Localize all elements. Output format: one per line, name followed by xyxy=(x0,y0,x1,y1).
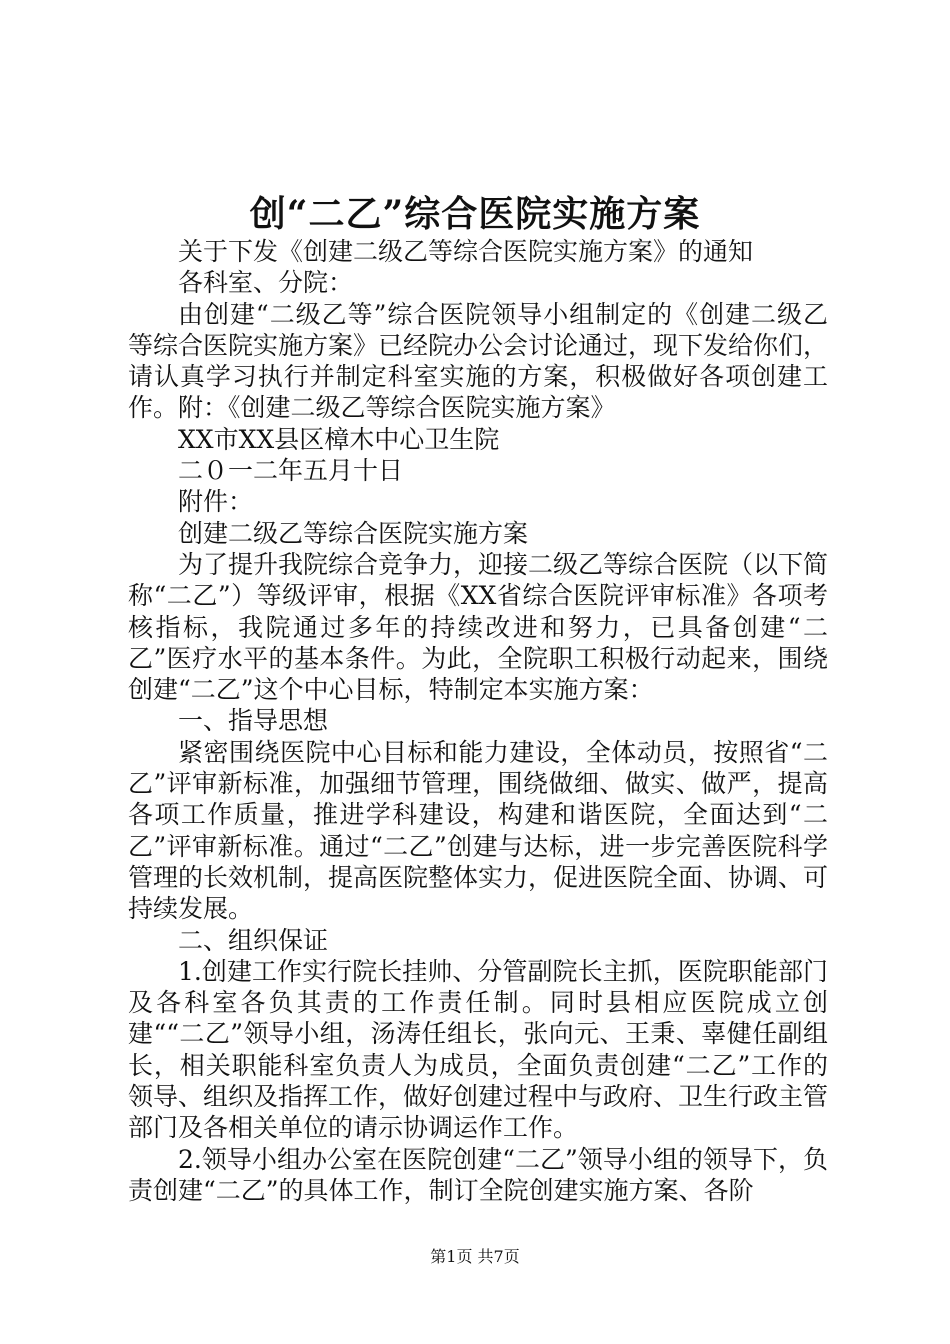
paragraph-guiding-thought: 紧密围绕医院中心目标和能力建设，全体动员，按照省“二乙”评审新标准，加强细节管理，围绕做细、做实、做严，提高各项工作质量，推进学科建设，构建和谐医院，全面达到“二乙”评审新标准。通过“二乙”创建与达标，进一步完善医院科学管理的长效机制，提高医院整体实力，促进医院全面、协调、可持续发展。 xyxy=(128,737,829,924)
paragraph-organization-1: 1.创建工作实行院长挂帅、分管副院长主抓，医院职能部门及各科室各负其责的工作责任制。同时县相应医院成立创建““二乙”领导小组，汤涛任组长，张向元、王秉、辜健任副组长，相关职能科室负责人为成员，全面负责创建“二乙”工作的领导、组织及指挥工作，做好创建过程中与政府、卫生行政主管部门及各相关单位的请示协调运作工作。 xyxy=(128,956,829,1143)
paragraph-issuer: XX市XX县区樟木中心卫生院 xyxy=(178,424,500,454)
paragraph-attachment-title: 创建二级乙等综合医院实施方案 xyxy=(178,518,529,548)
document-title: 创“二乙”综合医院实施方案 xyxy=(249,193,701,235)
paragraph-intro: 为了提升我院综合竞争力，迎接二级乙等综合医院（以下简称“二乙”）等级评审，根据《XX省综合医院评审标准》各项考核指标，我院通过多年的持续改进和努力，已具备创建“二乙”医疗水平的基本条件。为此，全院职工积极行动起来，围绕创建“二乙”这个中心目标，特制定本实施方案： xyxy=(128,549,829,705)
paragraph-attachment-label: 附件： xyxy=(178,487,254,517)
paragraph-recipients: 各科室、分院： xyxy=(178,268,354,298)
page-number-footer: 第1页 共7页 xyxy=(430,1247,520,1266)
document-body xyxy=(128,236,828,1206)
paragraph-notice-heading: 关于下发《创建二级乙等综合医院实施方案》的通知 xyxy=(178,237,754,266)
paragraph-organization-2: 2.领导小组办公室在医院创建“二乙”领导小组的领导下，负责创建“二乙”的具体工作，制订全院创建实施方案、各阶 xyxy=(128,1144,828,1205)
paragraph-notice-body: 由创建“二级乙等”综合医院领导小组制定的《创建二级乙等综合医院实施方案》已经院办公会讨论通过，现下发给你们，请认真学习执行并制定科室实施的方案，积极做好各项创建工作。附：《创建二级乙等综合医院实施方案》 xyxy=(128,299,829,423)
paragraph-date: 二０一二年五月十日 xyxy=(178,456,404,486)
section-heading-guiding-thought: 一、指导思想 xyxy=(178,706,329,736)
section-heading-organization: 二、组织保证 xyxy=(178,925,329,955)
